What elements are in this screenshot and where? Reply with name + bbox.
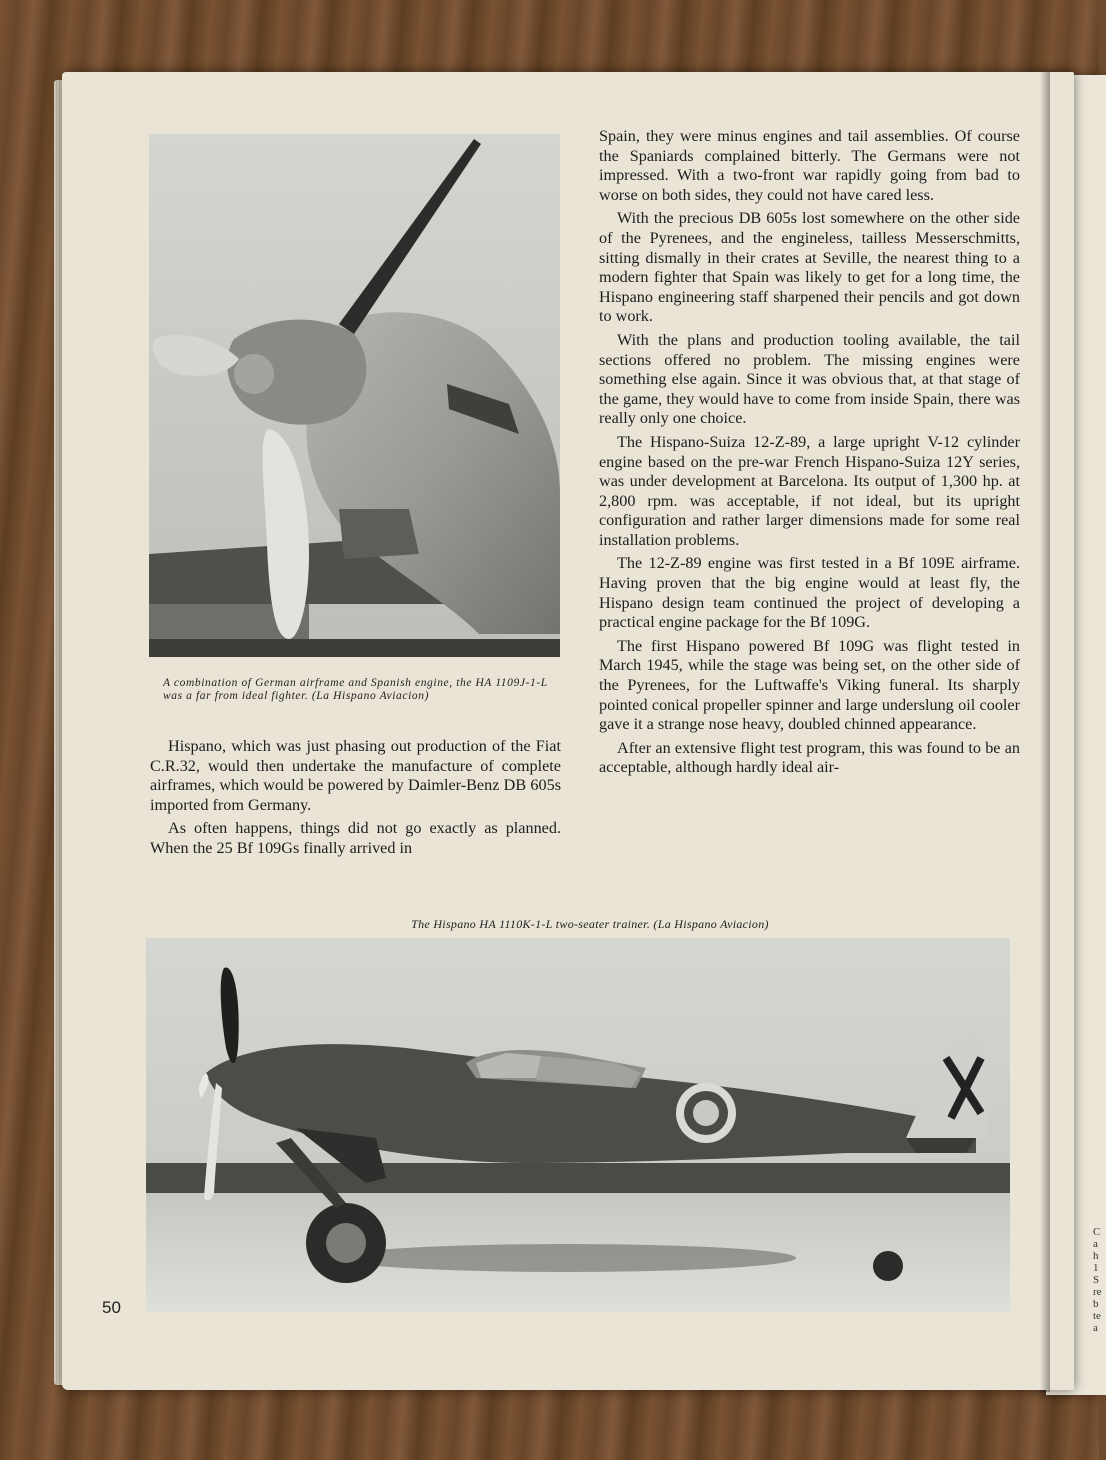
paragraph: After an extensive flight test program, this was found to be an acceptable, although hardly ideal air- [599, 738, 1020, 777]
paragraph: With the plans and production tooling available, the tail sections offered no problem. The missing engines were something else again. Since it was obvious that, at that stage of the game, they would have to come from inside Spain, there was really only one choice. [599, 330, 1020, 428]
paragraph: The first Hispano powered Bf 109G was flight tested in March 1945, while the stage was being set, on the other side of the Pyrenees, for the Luftwaffe's Viking funeral. Its sharply pointed conical propeller spinner and large underslung oil cooler gave it a strange nose heavy, doubled chinned appearance. [599, 636, 1020, 734]
paragraph: The 12-Z-89 engine was first tested in a Bf 109E airframe. Having proven that the big engine would at least fly, the Hispano design team continued the project of developing a practical engine package for the Bf 109G. [599, 554, 1020, 632]
photo-nose-closeup [149, 134, 560, 657]
paragraph: Hispano, which was just phasing out production of the Fiat C.R.32, would then undertake the manufacture of complete airframes, which would be powered by Daimler-Benz DB 605s imported from Germany. [150, 737, 561, 814]
photo-two-seater-aircraft [146, 938, 1010, 1312]
figure-caption-top: A combination of German airframe and Spanish engine, the HA 1109J-1-L was a far from ideal fighter. (La Hispano Aviacion) [163, 677, 548, 702]
figure-caption-bottom: The Hispano HA 1110K-1-L two-seater trainer. (La Hispano Aviacion) [411, 917, 769, 931]
page-gutter-shadow [1040, 72, 1050, 1392]
photo-nose-closeup-image [149, 134, 560, 657]
paragraph: Spain, they were minus engines and tail assemblies. Of course the Spaniards complained bitterly. The Germans were not impressed. With a two-front war rapidly going from bad to worse on both sides, they could not have cared less. [599, 127, 1020, 204]
paragraph: With the precious DB 605s lost somewhere on the other side of the Pyrenees, and the engineless, tailless Messerschmitts, sitting dismally in their crates at Seville, the nearest thing to a modern fighter that Spain was likely to get for a long time, the Hispano engineering staff sharpened their pencils and got down to work. [599, 209, 1020, 326]
paragraph: The Hispano-Suiza 12-Z-89, a large upright V-12 cylinder engine based on the pre-war French Hispano-Suiza 12Y series, was under development at Barcelona. Its output of 1,300 hp. at 2,800 rpm. was acceptable, if not ideal, but its upright configuration and rather larger dimensions made for some real installation problems. [599, 432, 1020, 549]
left-text-column [150, 737, 561, 863]
photo-two-seater-aircraft-image [146, 938, 1010, 1312]
page-number: 50 [102, 1298, 121, 1317]
right-text-column [599, 127, 1020, 782]
facing-page-text-fragment: C a h 1 S re b te a [1093, 1226, 1102, 1334]
paragraph: As often happens, things did not go exactly as planned. When the 25 Bf 109Gs finally arrived in [150, 819, 561, 857]
